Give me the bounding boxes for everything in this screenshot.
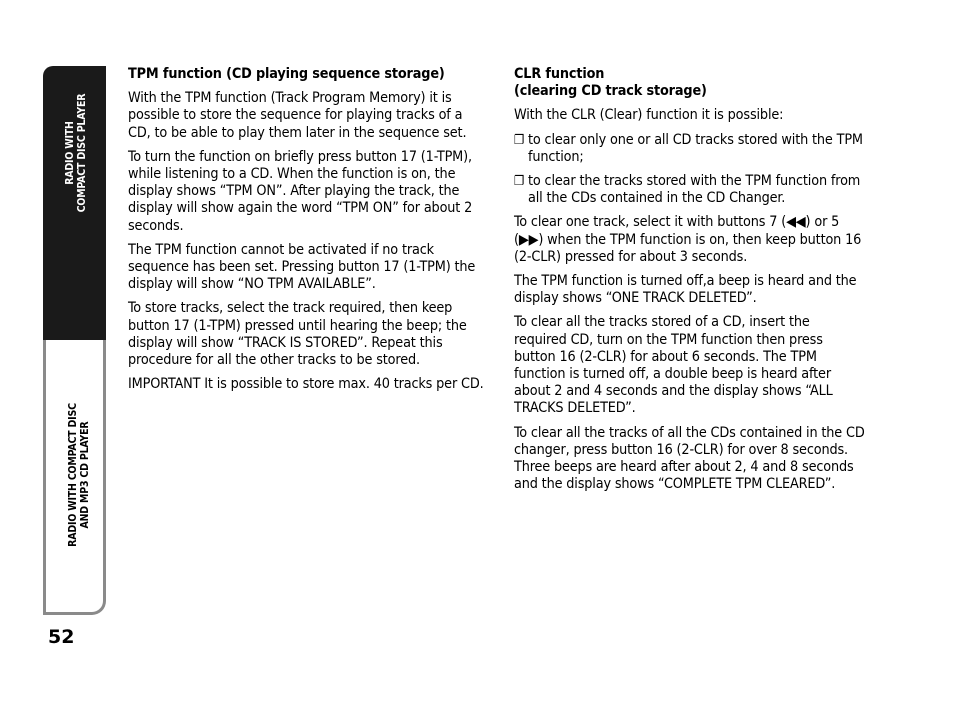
chapter-tab-label-line1: RADIO WITH bbox=[64, 121, 76, 185]
checkbox-bullet-icon: ❐ bbox=[514, 132, 525, 148]
clr-bullet-2-text: to clear the tracks stored with the TPM function from all the CDs contained in the CD Changer. bbox=[528, 173, 861, 207]
clr-heading-line2: (clearing CD track storage) bbox=[514, 83, 707, 100]
clr-paragraph-1: To clear one track, select it with buttons 7 (◀◀) or 5 (▶▶) when the TPM function is on, then keep button 16 (2-CLR) pressed for about 3 seconds. bbox=[514, 214, 862, 265]
chapter-tab-label-line2: COMPACT DISC PLAYER bbox=[75, 93, 88, 213]
page-number: 52 bbox=[48, 626, 75, 648]
tpm-paragraph-1: With the TPM function (Track Program Memory) it is possible to store the sequence for playing tracks of a CD, to be able to play them later in the sequence set. bbox=[128, 90, 467, 141]
tpm-heading: TPM function (CD playing sequence storage) bbox=[128, 66, 445, 82]
tpm-paragraph-2: To turn the function on briefly press button 17 (1-TPM), while listening to a CD. When the function is on, the display shows “TPM ON”. After playing the track, the display will show again the word “TPM ON” for about 2 seconds. bbox=[128, 148, 473, 234]
clr-bullet-2 bbox=[514, 173, 866, 207]
checkbox-bullet-icon: ❐ bbox=[514, 174, 525, 190]
clr-heading-line1: CLR function bbox=[514, 66, 605, 82]
manual-section-label-line2: AND MP3 CD PLAYER bbox=[78, 421, 91, 529]
chapter-tab-label bbox=[65, 73, 88, 233]
tpm-paragraph-5: IMPORTANT It is possible to store max. 40 tracks per CD. bbox=[128, 376, 484, 393]
clr-paragraph-2: The TPM function is turned off,a beep is heard and the display shows “ONE TRACK DELETED”. bbox=[514, 273, 857, 307]
clr-bullet-1-text: to clear only one or all CD tracks stored with the TPM function; bbox=[528, 131, 863, 165]
right-column bbox=[514, 66, 866, 500]
clr-heading bbox=[514, 66, 866, 100]
clr-intro: With the CLR (Clear) function it is possible: bbox=[514, 107, 784, 124]
manual-section-label bbox=[68, 365, 91, 585]
left-column bbox=[128, 66, 484, 400]
clr-paragraph-4: To clear all the tracks of all the CDs contained in the CD changer, press button 16 (2-CLR) for over 8 seconds. Three beeps are heard after about 2, 4 and 8 seconds and the display shows “COMPLETE TPM CLEARED”. bbox=[514, 424, 865, 493]
clr-bullet-1 bbox=[514, 132, 866, 166]
clr-paragraph-3: To clear all the tracks stored of a CD, insert the required CD, turn on the TPM function then press button 16 (2-CLR) for about 6 seconds. The TPM function is turned off, a double beep is heard after about 2 and 4 seconds and the display shows “ALL TRACKS DELETED”. bbox=[514, 314, 833, 417]
tpm-paragraph-4: To store tracks, select the track required, then keep button 17 (1-TPM) pressed until hearing the beep; the display will show “TRACK IS STORED”. Repeat this procedure for all the other tracks to be stored. bbox=[128, 300, 467, 369]
tpm-paragraph-3: The TPM function cannot be activated if no track sequence has been set. Pressing button 17 (1-TPM) the display will show “NO TPM AVAILABLE”. bbox=[128, 241, 476, 293]
manual-section-label-line1: RADIO WITH COMPACT DISC bbox=[67, 403, 79, 547]
